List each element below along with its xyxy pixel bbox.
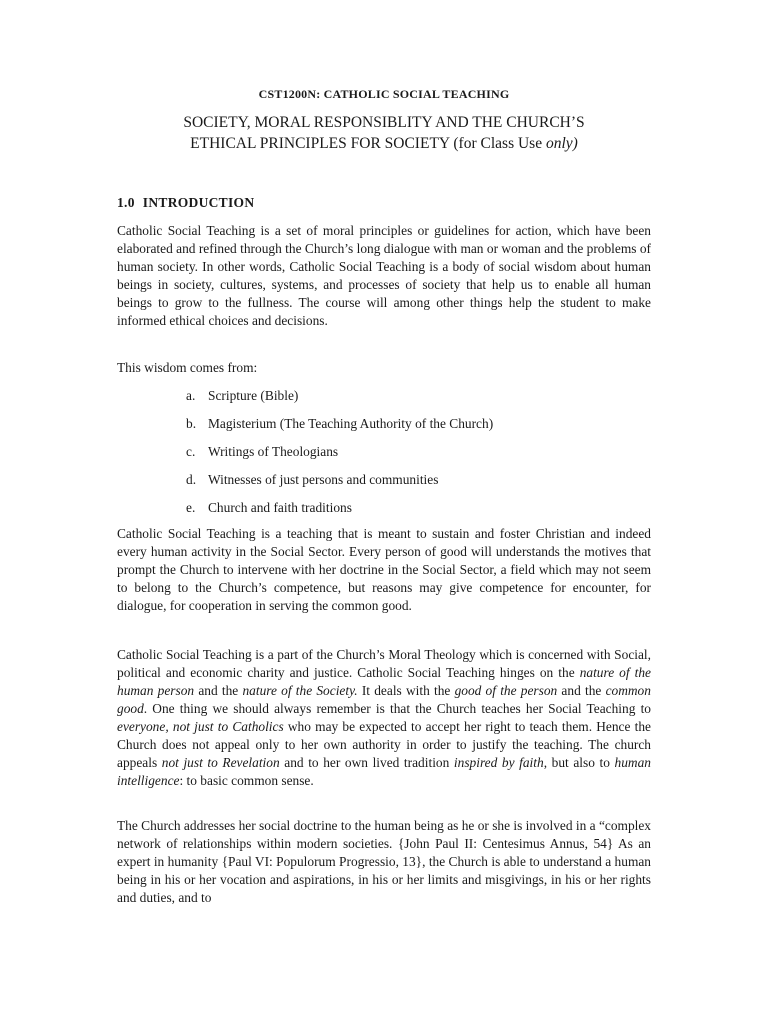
list-item-letter: e.	[186, 500, 196, 515]
paragraph-social-doctrine: The Church addresses her social doctrine to the human being as he or she is involved in a “complex network of relationships within modern societies. {John Paul II: Centesimus Annus, 54} As an expert in humanity {Paul VI: Populorum Progressio, 13}, the Church is able to understand a human being in his or her vocation and aspirations, in his or her limits and misgivings, in his or her rights and duties, and to	[117, 818, 651, 905]
paragraph-social-sector: Catholic Social Teaching is a teaching that is meant to sustain and foster Christian and indeed every human activity in the Social Sector. Every person of good will understands the motives that prompt the Church to intervene with her doctrine in the Social Sector, a field which may not seem to belong to the Church’s competence, but reasons may give competence for encounter, for dialogue, for cooperation in serving the common good.	[117, 526, 651, 613]
text-run: who may be expected to accept her right to teach them. Hence the Church does not appeal only to her own authority in order to justify the teaching. The church appeals	[117, 719, 651, 770]
text-run: It deals with the	[357, 683, 455, 698]
emphasis: inspired by faith	[453, 755, 544, 770]
wisdom-sources-list	[186, 387, 493, 527]
text-run: and the	[557, 683, 606, 698]
list-item-text: Witnesses of just persons and communities	[208, 472, 439, 487]
list-item-letter: b.	[186, 416, 197, 431]
title-line-1: SOCIETY, MORAL RESPONSIBLITY AND THE CHURCH’S	[183, 114, 585, 131]
title-line-2-italic: only)	[545, 135, 578, 152]
text-run: and the	[194, 683, 243, 698]
list-item	[186, 387, 493, 415]
emphasis: nature of the human person	[117, 665, 651, 698]
wisdom-intro: This wisdom comes from:	[117, 360, 258, 375]
paragraph-definition: Catholic Social Teaching is a set of moral principles or guidelines for action, which have been elaborated and refined through the Church’s long dialogue with man or woman and the problems of human society. In other words, Catholic Social Teaching is a body of social wisdom about human beings in society, cultures, systems, and processes of society that help us to enable all human beings to grow to the fullness. The course will among other things help the student to make informed ethical choices and decisions.	[117, 223, 651, 328]
list-item	[186, 499, 493, 527]
emphasis: human intelligence	[117, 755, 651, 788]
list-item	[186, 471, 493, 499]
list-item-text: Writings of Theologians	[208, 444, 339, 459]
list-item-text: Scripture (Bible)	[208, 388, 299, 403]
list-item-letter: a.	[186, 388, 196, 403]
emphasis: everyone, not just to Catholics	[117, 719, 284, 734]
section-number: 1.0	[117, 195, 135, 210]
emphasis: good of the person	[454, 683, 558, 698]
text-run: and to her own lived tradition	[279, 755, 454, 770]
list-item	[186, 415, 493, 443]
list-item-letter: d.	[186, 472, 197, 487]
paragraph-moral-theology	[117, 646, 651, 790]
emphasis: common good	[117, 683, 651, 716]
list-item-text: Church and faith traditions	[208, 500, 352, 515]
title-line-2	[0, 133, 768, 154]
emphasis: not just to Revelation	[161, 755, 280, 770]
text-run: . One thing we should always remember is that the Church teaches her Social Teaching to	[143, 701, 651, 716]
course-code-heading: CST1200N: CATHOLIC SOCIAL TEACHING	[258, 87, 510, 101]
title-line-2-main: ETHICAL PRINCIPLES FOR SOCIETY (for Class Use	[190, 135, 546, 152]
list-item-text: Magisterium (The Teaching Authority of the Church)	[208, 416, 494, 431]
text-run: , but also to	[543, 755, 615, 770]
emphasis: nature of the Society.	[242, 683, 358, 698]
list-item-letter: c.	[186, 444, 196, 459]
text-run: : to basic common sense.	[179, 773, 314, 788]
section-title: INTRODUCTION	[142, 195, 255, 210]
list-item	[186, 443, 493, 471]
document-title	[0, 112, 768, 154]
section-heading	[117, 195, 254, 211]
text-run: Catholic Social Teaching is a part of the Church’s Moral Theology which is concerned with Social, political and economic charity and justice. Catholic Social Teaching hinges on the	[117, 647, 651, 680]
